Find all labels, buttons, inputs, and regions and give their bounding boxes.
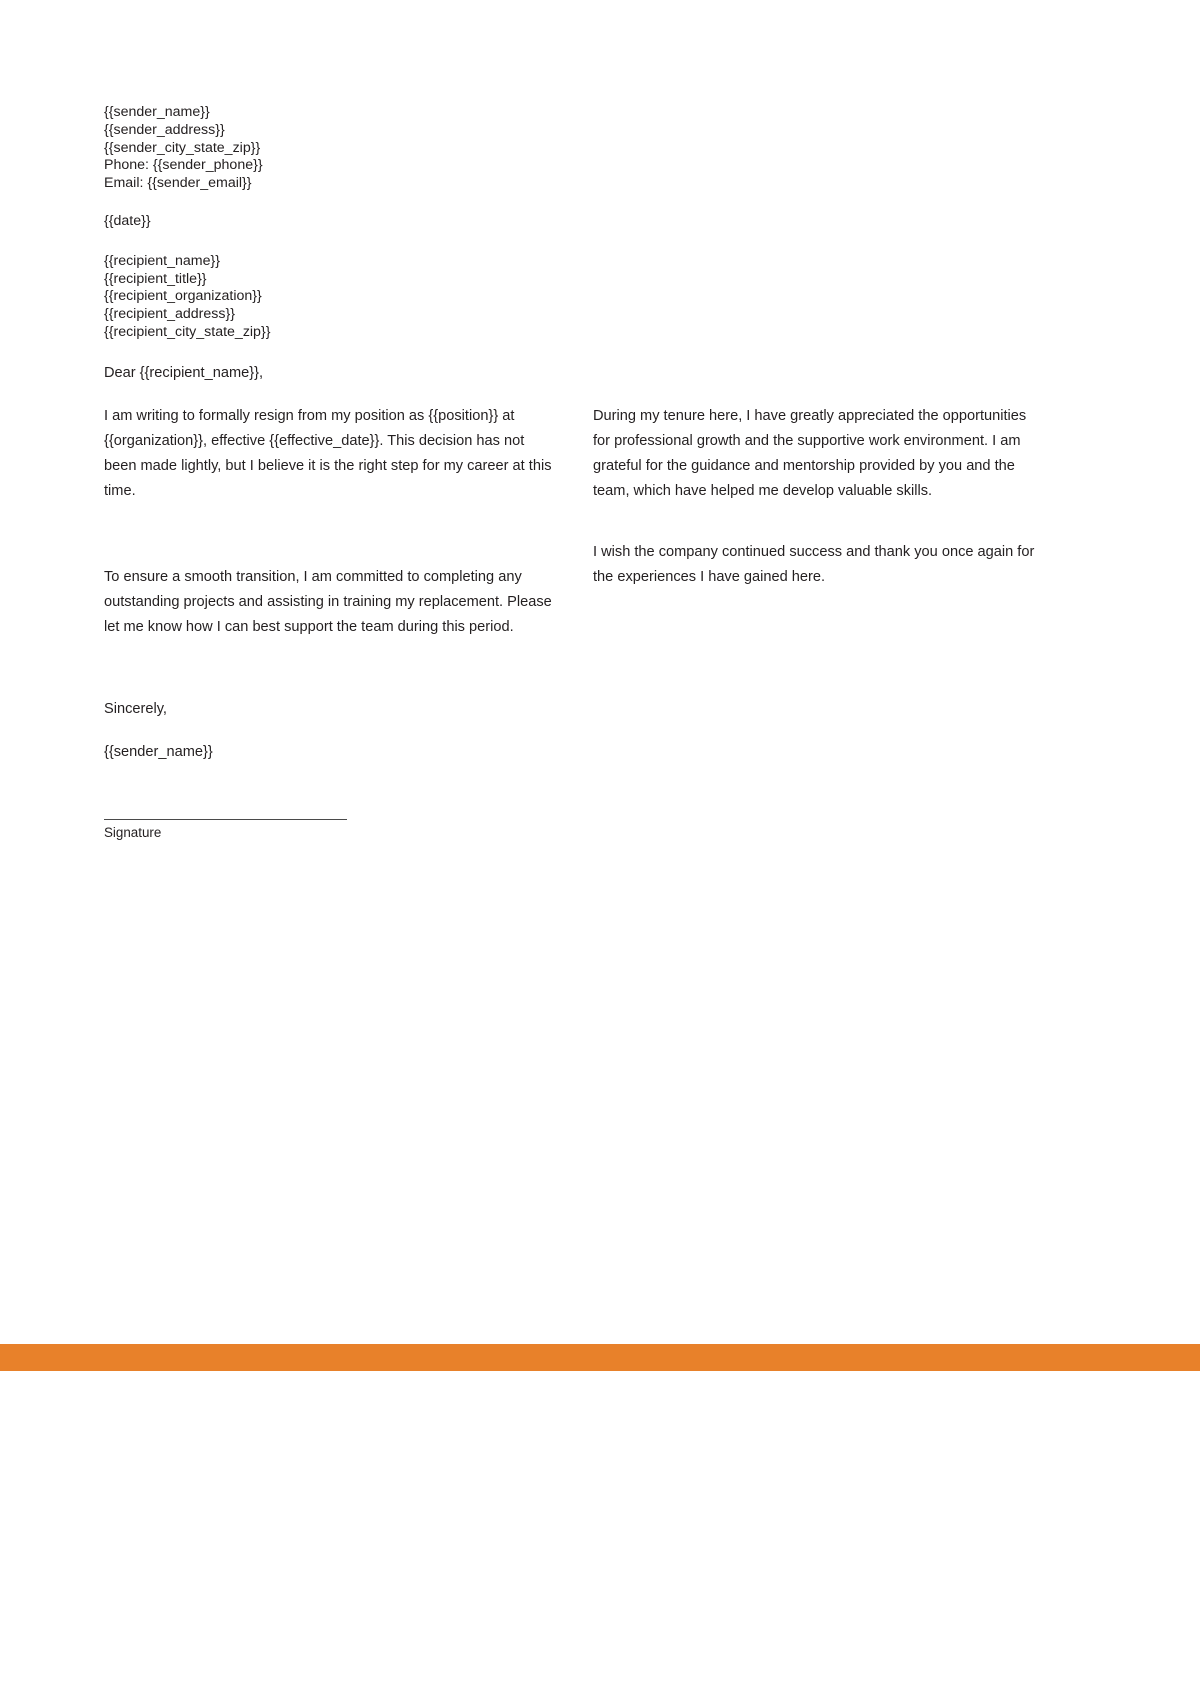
sender-name-line: {{sender_name}} [104,104,210,120]
signature-rule [104,819,347,820]
recipient-address-block [104,253,1044,342]
valediction: Sincerely, [104,701,167,718]
body-columns [104,404,1044,640]
recipient-address-line: {{recipient_address}} [104,306,235,323]
signature-label: Signature [104,825,162,841]
sender-address-line: {{sender_address}} [104,121,225,138]
letter-content [104,104,1044,841]
spacer-after-sender [104,193,1044,213]
salutation: Dear {{recipient_name}}, [104,364,264,381]
sender-phone-line: Phone: {{sender_phone}} [104,157,263,174]
recipient-city-state-zip-line: {{recipient_city_state_zip}} [104,323,271,340]
signer-name: {{sender_name}} [104,744,213,761]
sender-city-state-zip-line: {{sender_city_state_zip}} [104,139,261,156]
body-paragraph: I am writing to formally resign from my position as {{position}} at {{organization}}, effective {{effective_date}}. This decision has not been made lightly, but I believe it is the right step for my career at this time. [104,407,552,500]
recipient-name-line: {{recipient_name}} [104,252,220,269]
sender-email-line: Email: {{sender_email}} [104,175,252,192]
date-line: {{date}} [104,212,151,229]
recipient-title-line: {{recipient_title}} [104,270,207,287]
body-paragraph: I wish the company continued success and thank you once again for the experiences I have gained here. [593,543,1035,585]
closing-block [104,700,1044,761]
body-column-right [593,404,1044,640]
body-paragraph: To ensure a smooth transition, I am committed to completing any outstanding projects and assisting in training my replacement. Please let me know how I can best support the team during this period. [104,568,552,635]
sender-address-block [104,104,1044,193]
signature-area [104,819,354,841]
body-column-left [104,404,555,640]
accent-bar [0,1344,1200,1371]
body-paragraph: During my tenure here, I have greatly appreciated the opportunities for professional growth and the supportive work environment. I am grateful for the guidance and mentorship provided by you and the team, which have helped me develop valuable skills. [593,407,1027,500]
spacer-after-date [104,231,1044,253]
recipient-organization-line: {{recipient_organization}} [104,288,262,305]
